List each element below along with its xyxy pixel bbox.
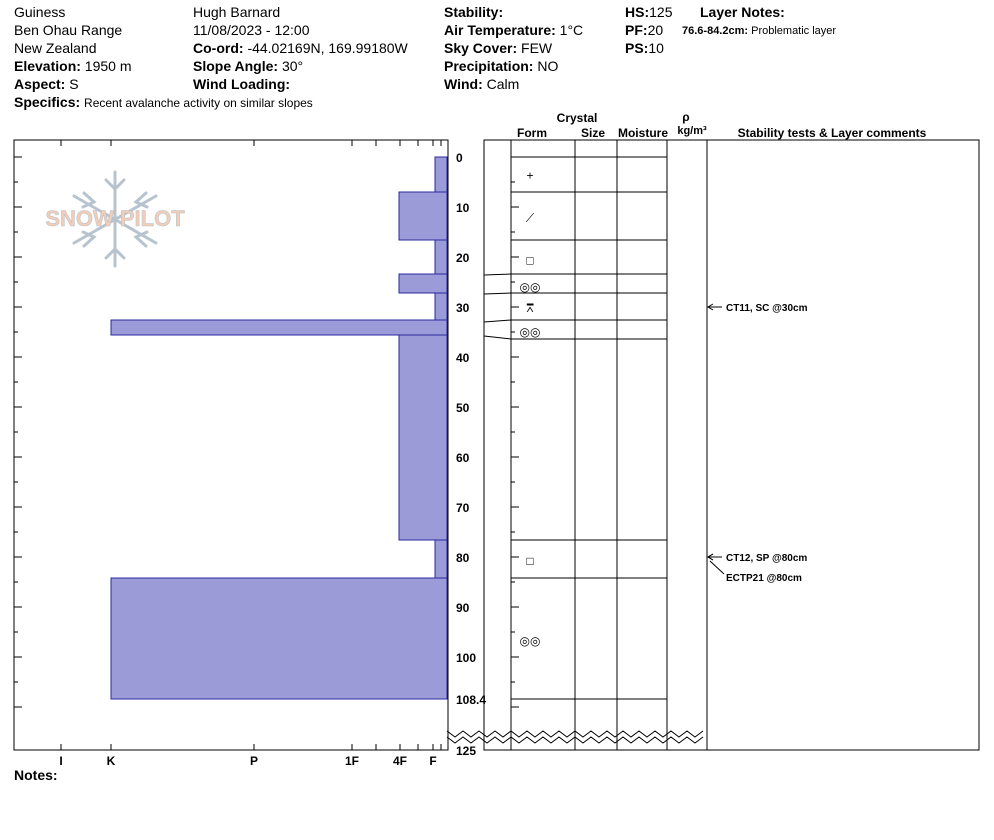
observer-name: Hugh Barnard [193, 4, 281, 20]
hardness-bar [435, 293, 447, 320]
hardness-bar [435, 540, 447, 578]
header-moisture: Moisture [617, 126, 669, 140]
hardness-bar [435, 240, 447, 274]
slope-label: Slope Angle: [193, 58, 279, 74]
pf-label: PF: [625, 22, 648, 38]
depth-tick-label: 60 [456, 451, 470, 465]
header-form: Form [517, 126, 547, 140]
depth-axis [456, 151, 486, 758]
wind-loading-label: Wind Loading: [193, 76, 291, 92]
air-temp-value: 1°C [559, 22, 584, 38]
depth-tick-label: 40 [456, 351, 470, 365]
ps-value: 10 [648, 40, 664, 56]
crystal-form-symbol: ◎◎ [519, 280, 541, 294]
depth-tick-label: 70 [456, 501, 470, 515]
hardness-bar [399, 192, 447, 240]
sky-cover-value: FEW [521, 40, 553, 56]
header-crystal: Crystal [556, 111, 598, 125]
air-temp-label: Air Temperature: [444, 22, 556, 38]
slope-value: 30° [281, 58, 304, 74]
table-connector-line [484, 320, 511, 322]
hardness-tick-label: I [59, 754, 63, 768]
depth-tick-label: 30 [456, 301, 470, 315]
hardness-bar [435, 157, 447, 192]
aspect-label: Aspect: [14, 76, 66, 92]
sky-cover-label: Sky Cover: [444, 40, 518, 56]
hardness-bar [399, 335, 447, 540]
depth-tick-label: 90 [456, 601, 470, 615]
logo-text: SNOW PILOT [45, 206, 185, 231]
country-name: New Zealand [14, 40, 97, 56]
ps-label: PS: [625, 40, 649, 56]
wind-label: Wind: [444, 76, 483, 92]
elevation-value: 1950 m [84, 58, 132, 74]
hs-label: HS: [625, 4, 650, 20]
layer-note-range: 76.6-84.2cm: [682, 25, 749, 37]
stability-test-label: CT12, SP @80cm [726, 553, 808, 564]
depth-tick-label: 100 [456, 651, 477, 665]
depth-tick-label: 0 [456, 151, 463, 165]
stability-label: Stability: [444, 4, 504, 20]
depth-tick-label: 50 [456, 401, 470, 415]
stability-test-label: ECTP21 @80cm [726, 573, 802, 584]
depth-tick-label: 125 [456, 744, 477, 758]
layer-notes-label: Layer Notes: [700, 4, 785, 20]
hardness-tick-label: 4F [392, 754, 408, 768]
table-connector-line [484, 274, 511, 275]
location-name: Guiness [14, 4, 66, 20]
crystal-form-symbol: □ [526, 253, 534, 268]
hs-value: 125 [649, 4, 673, 20]
stability-test-label: CT11, SC @30cm [726, 303, 808, 314]
depth-tick-label: 80 [456, 551, 470, 565]
header-size: Size [580, 126, 606, 140]
layer-note-text: Problematic layer [751, 25, 837, 37]
observation-datetime: 11/08/2023 - 12:00 [193, 22, 310, 38]
specifics-label: Specifics: [14, 94, 81, 110]
coord-label: Co-ord: [193, 40, 244, 56]
stability-tests [708, 303, 808, 584]
notes-label: Notes: [14, 767, 58, 783]
hardness-bar [399, 274, 447, 293]
header-comments: Stability tests & Layer comments [737, 126, 927, 140]
header-density-unit: kg/m³ [677, 125, 707, 137]
crystal-form-symbol: ⟋ [525, 211, 535, 225]
depth-tick-label: 10 [456, 201, 470, 215]
depth-tick-label: 20 [456, 251, 470, 265]
hardness-bars [111, 157, 447, 699]
layer-table [484, 140, 979, 750]
table-connector-line [484, 293, 511, 294]
precip-label: Precipitation: [444, 58, 534, 74]
crystal-form-symbol: ◎◎ [519, 325, 541, 339]
pf-value: 20 [647, 22, 664, 38]
range-name: Ben Ohau Range [14, 22, 123, 38]
table-frame [484, 140, 979, 750]
hardness-tick-label: F [429, 754, 437, 768]
stability-test-pointer [710, 561, 724, 574]
crystal-form-symbol: + [526, 168, 534, 183]
elevation-label: Elevation: [14, 58, 81, 74]
coord-value: -44.02169N, 169.99180W [247, 40, 408, 56]
precip-value: NO [537, 58, 559, 74]
crystal-form-symbol: ◎◎ [519, 634, 541, 648]
crystal-form-symbol: □ [526, 554, 534, 568]
hardness-bar [111, 320, 447, 335]
hardness-tick-label: 1F [344, 754, 360, 768]
table-connector-line [484, 336, 511, 339]
header-rho: ρ [682, 110, 690, 124]
specifics-value: Recent avalanche activity on similar slopes [84, 96, 313, 110]
hardness-tick-label: K [106, 754, 116, 768]
hardness-bar [111, 578, 447, 699]
depth-tick-label: 108.4 [456, 693, 487, 707]
aspect-value: S [69, 76, 79, 92]
hardness-tick-label: P [249, 754, 259, 768]
snowpilot-logo [45, 172, 185, 266]
crystal-form-symbol: ⩞ [526, 301, 534, 315]
wind-value: Calm [486, 76, 520, 92]
